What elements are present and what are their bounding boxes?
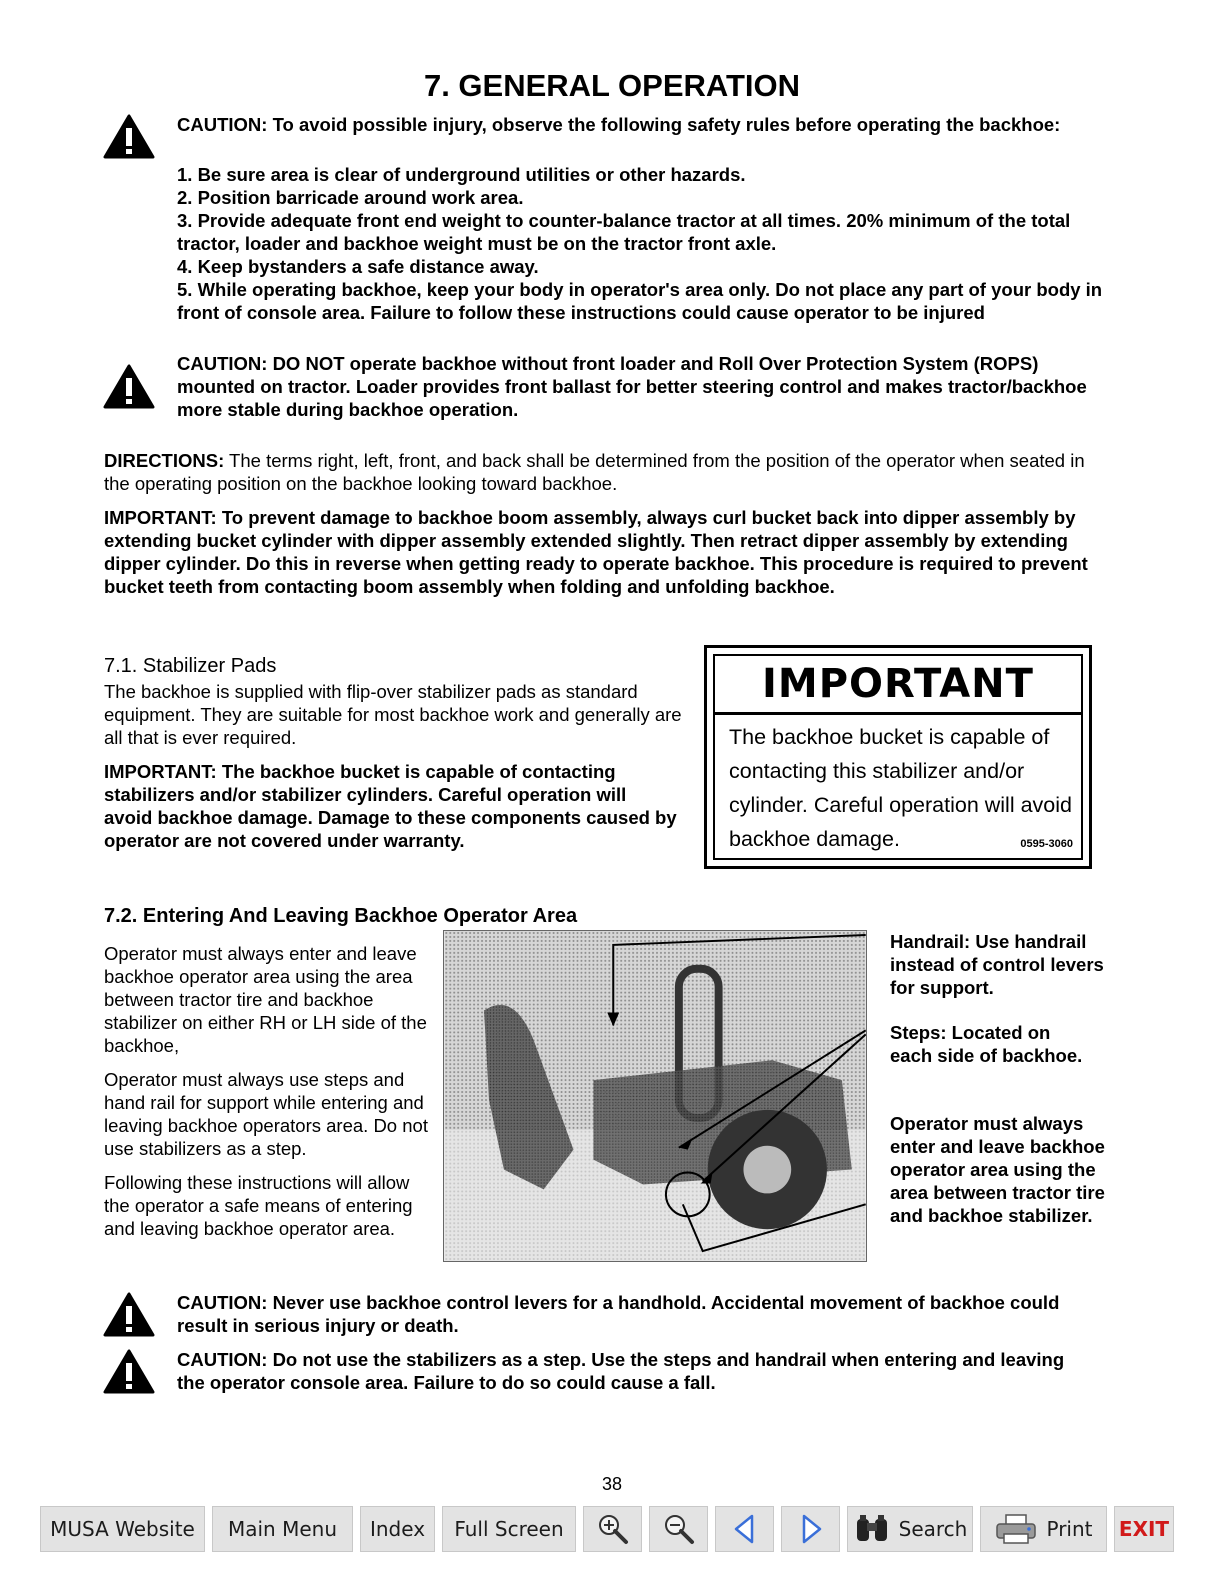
- callout-steps: Steps: Located on each side of backhoe.: [890, 1022, 1083, 1066]
- button-label: Search: [898, 1517, 968, 1541]
- button-label: Main Menu: [227, 1517, 337, 1541]
- paragraph: Following these instructions will allow the operator a safe means of entering and leaving backhoe operator area.: [104, 1172, 413, 1239]
- index-button[interactable]: [360, 1506, 435, 1552]
- list-item: 5. While operating backhoe, keep your body in operator's area only. Do not place any part of your body in front of console area. Failure to follow these instructions could cause operator to be injured: [177, 279, 1103, 323]
- list-item: 1. Be sure area is clear of underground utilities or other hazards.: [177, 164, 746, 185]
- section-7-1-important: IMPORTANT: The backhoe bucket is capable of contacting stabilizers and/or stabilizer cylinders. Careful operation will avoid backhoe damage. Damage to these components caused by operator are not covered under warranty.: [104, 761, 677, 851]
- section-7-1-body: The backhoe is supplied with flip-over stabilizer pads as standard equipment. They are suitable for most backhoe work and generally are all that is ever required.: [104, 681, 682, 748]
- printer-icon: [994, 1512, 1038, 1546]
- zoom-in-icon: [596, 1512, 630, 1546]
- main-menu-button[interactable]: [212, 1506, 353, 1552]
- important-decal: [704, 645, 1092, 869]
- caution-control-levers: CAUTION: Never use backhoe control levers for a handhold. Accidental movement of backhoe could result in serious injury or death.: [177, 1292, 1060, 1336]
- caution-intro: CAUTION: To avoid possible injury, observe the following safety rules before operating the backhoe:: [177, 114, 1061, 135]
- section-7-2-heading: 7.2. Entering And Leaving Backhoe Operator Area: [104, 905, 578, 927]
- decal-code: 0595-3060: [1020, 838, 1073, 850]
- zoom-out-icon: [662, 1512, 696, 1546]
- list-item: 4. Keep bystanders a safe distance away.: [177, 256, 539, 277]
- list-item: 2. Position barricade around work area.: [177, 187, 524, 208]
- button-label: EXIT: [1118, 1517, 1170, 1541]
- musa-website-button[interactable]: [40, 1506, 205, 1552]
- list-item: 3. Provide adequate front end weight to counter-balance tractor at all times. 20% minimum of the total tractor, loader and backhoe weight must be on the tractor front axle.: [177, 210, 1071, 254]
- zoom-in-button[interactable]: [583, 1506, 642, 1552]
- callout-handrail: Handrail: Use handrail instead of control levers for support.: [890, 931, 1104, 998]
- section-7-2-body: [104, 942, 429, 1240]
- previous-arrow-icon: [732, 1513, 758, 1545]
- important-boom-note: IMPORTANT: To prevent damage to backhoe boom assembly, always curl bucket back into dipper assembly by extending bucket cylinder with dipper assembly extended slightly. Then retract dipper assembly by extending dipper cylinder. Do this in reverse when getting ready to operate backhoe. This procedure is required to prevent bucket teeth from contacting boom assembly when folding and unfolding backhoe.: [104, 507, 1088, 597]
- caution-rops: CAUTION: DO NOT operate backhoe without front loader and Roll Over Protection System (ROPS) mounted on tractor. Loader provides front ballast for better steering control and makes tractor/backhoe more stable during backhoe operation.: [177, 353, 1087, 420]
- binoculars-icon: [853, 1513, 891, 1545]
- decal-heading: IMPORTANT: [715, 656, 1081, 715]
- next-arrow-icon: [798, 1513, 824, 1545]
- warning-triangle-icon: [102, 364, 156, 410]
- page-number: 38: [601, 1474, 623, 1494]
- safety-rules-list: [177, 163, 1107, 324]
- next-page-button[interactable]: [781, 1506, 840, 1552]
- caution-stabilizer-step: CAUTION: Do not use the stabilizers as a step. Use the steps and handrail when entering and leaving the operator console area. Failure to do so could cause a fall.: [177, 1349, 1065, 1393]
- button-label: Print: [1046, 1517, 1093, 1541]
- button-label: MUSA Website: [50, 1517, 195, 1541]
- directions-paragraph: [104, 449, 1094, 495]
- full-screen-button[interactable]: [442, 1506, 576, 1552]
- search-button[interactable]: [847, 1506, 973, 1552]
- button-label: Index: [369, 1517, 426, 1541]
- callout-entry-area: Operator must always enter and leave backhoe operator area using the area between tractor tire and backhoe stabilizer.: [890, 1113, 1105, 1226]
- print-button[interactable]: [980, 1506, 1107, 1552]
- directions-text: The terms right, left, front, and back shall be determined from the position of the operator when seated in the operating position on the backhoe looking toward backhoe.: [104, 450, 1085, 494]
- section-title: Stabilizer Pads: [137, 655, 277, 677]
- decal-body: The backhoe bucket is capable of contacting this stabilizer and/or cylinder. Careful operation will avoid backhoe damage.: [729, 725, 1072, 851]
- backhoe-photo: [443, 930, 867, 1262]
- section-7-1-heading: [104, 655, 276, 678]
- directions-label: DIRECTIONS:: [104, 450, 225, 471]
- warning-triangle-icon: [102, 1292, 156, 1338]
- button-label: Full Screen: [454, 1517, 564, 1541]
- paragraph: Operator must always use steps and hand rail for support while entering and leaving backhoe operators area. Do not use stabilizers as a step.: [104, 1069, 428, 1159]
- previous-page-button[interactable]: [715, 1506, 774, 1552]
- navigation-toolbar: [0, 1500, 1224, 1560]
- warning-triangle-icon: [102, 114, 156, 160]
- exit-button[interactable]: [1114, 1506, 1174, 1552]
- section-number: 7.1.: [104, 655, 138, 677]
- zoom-out-button[interactable]: [649, 1506, 708, 1552]
- paragraph: Operator must always enter and leave backhoe operator area using the area between tractor tire and backhoe stabilizer on either RH or LH side of the backhoe,: [104, 943, 427, 1056]
- warning-triangle-icon: [102, 1349, 156, 1395]
- page-title: 7. GENERAL OPERATION: [423, 68, 801, 103]
